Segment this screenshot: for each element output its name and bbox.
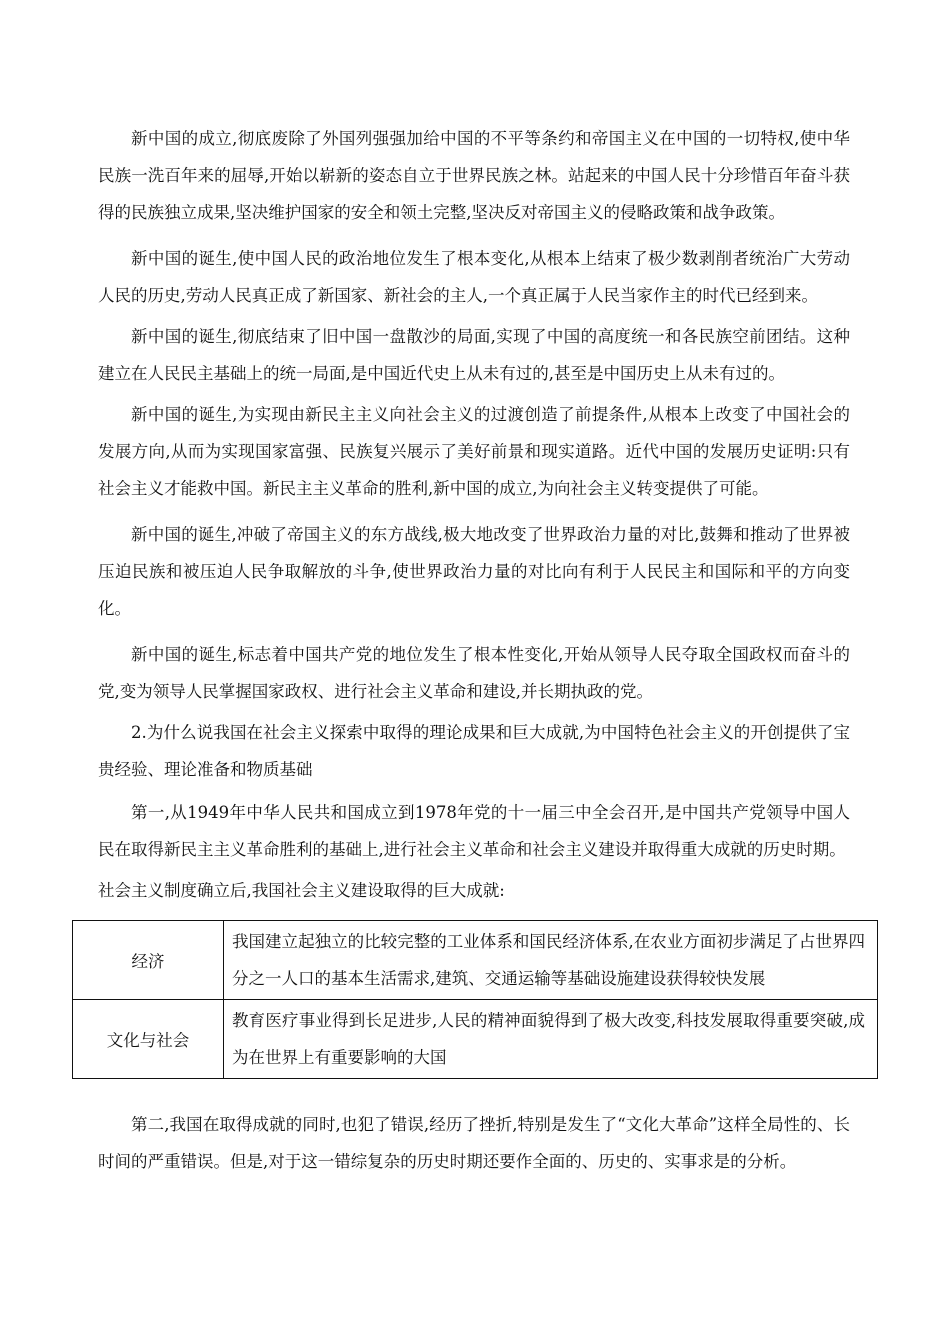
paragraph-party-status: 新中国的诞生,标志着中国共产党的地位发生了根本性变化,开始从领导人民夺取全国政权而奋斗的党,变为领导人民掌握国家政权、进行社会主义革命和建设,并长期执政的党。 [98,645,850,701]
paragraph-national-unity: 新中国的诞生,彻底结束了旧中国一盘散沙的局面,实现了中国的高度统一和各民族空前团结。这种建立在人民民主基础上的统一局面,是中国近代史上从未有过的,甚至是中国历史上从未有过的。 [98,327,850,383]
question-heading: 2.为什么说我国在社会主义探索中取得的理论成果和巨大成就,为中国特色社会主义的开创提供了宝贵经验、理论准备和物质基础 [98,723,850,779]
table-category-cell: 经济 [73,921,224,1000]
achievements-table [72,920,878,1079]
paragraph-world-politics: 新中国的诞生,冲破了帝国主义的东方战线,极大地改变了世界政治力量的对比,鼓舞和推动了世界被压迫民族和被压迫人民争取解放的斗争,使世界政治力量的对比向有利于人民民主和国际和平的方向变化。 [98,525,850,618]
paragraph-first-point: 第一,从1949年中华人民共和国成立到1978年党的十一届三中全会召开,是中国共产党领导中国人民在取得新民主主义革命胜利的基础上,进行社会主义革命和社会主义建设并取得重大成就的历史时期。 [98,803,850,859]
table-content-cell: 教育医疗事业得到长足进步,人民的精神面貌得到了极大改变,科技发展取得重要突破,成为在世界上有重要影响的大国 [224,1000,878,1079]
table-content-cell: 我国建立起独立的比较完整的工业体系和国民经济体系,在农业方面初步满足了占世界四分之一人口的基本生活需求,建筑、交通运输等基础设施建设获得较快发展 [224,921,878,1000]
paragraph-political-status: 新中国的诞生,使中国人民的政治地位发生了根本变化,从根本上结束了极少数剥削者统治广大劳动人民的历史,劳动人民真正成了新国家、新社会的主人,一个真正属于人民当家作主的时代已经到来。 [98,249,850,305]
paragraph-founding-significance: 新中国的成立,彻底废除了外国列强强加给中国的不平等条约和帝国主义在中国的一切特权,使中华民族一洗百年来的屈辱,开始以崭新的姿态自立于世界民族之林。站起来的中国人民十分珍惜百年奋斗获得的民族独立成果,坚决维护国家的安全和领土完整,坚决反对帝国主义的侵略政策和战争政策。 [98,129,850,222]
table-row [73,1000,878,1079]
paragraph-achievements-intro: 社会主义制度确立后,我国社会主义建设取得的巨大成就: [98,881,505,900]
table-row [73,921,878,1000]
paragraph-second-point: 第二,我国在取得成就的同时,也犯了错误,经历了挫折,特别是发生了“文化大革命”这样全局性的、长时间的严重错误。但是,对于这一错综复杂的历史时期还要作全面的、历史的、实事求是的分析。 [98,1115,850,1171]
paragraph-socialist-transition: 新中国的诞生,为实现由新民主主义向社会主义的过渡创造了前提条件,从根本上改变了中国社会的发展方向,从而为实现国家富强、民族复兴展示了美好前景和现实道路。近代中国的发展历史证明:只有社会主义才能救中国。新民主主义革命的胜利,新中国的成立,为向社会主义转变提供了可能。 [98,405,850,498]
table-category-cell: 文化与社会 [73,1000,224,1079]
